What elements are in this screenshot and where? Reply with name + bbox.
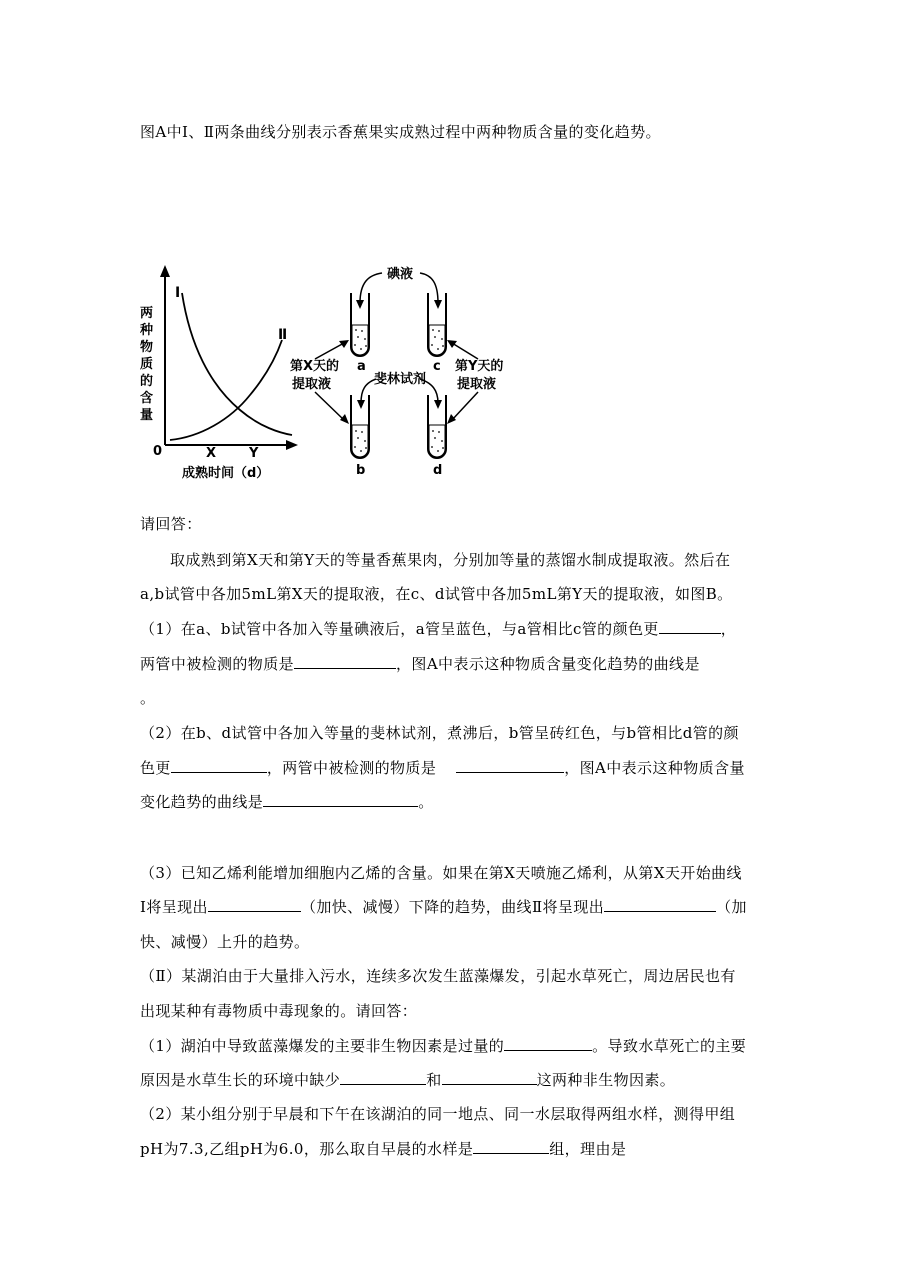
question-2-text: 色更 (140, 759, 171, 777)
answer-blank[interactable] (659, 619, 721, 634)
answer-blank[interactable] (473, 1139, 549, 1154)
question-2-text: ，图A中表示这种物质含量 (564, 759, 745, 777)
y-axis-arrow (160, 265, 170, 277)
curve-1 (182, 293, 292, 435)
part-2-q1-text: 原因是水草生长的环境中缺少 (140, 1071, 341, 1089)
question-3-text: Ⅰ将呈现出 (140, 898, 208, 916)
answer-blank[interactable] (263, 792, 418, 807)
question-2-line-1: （2）在b、d试管中各加入等量的斐林试剂，煮沸后，b管呈砖红色，与b管相比d管的颜 (140, 724, 739, 742)
x-tick-y: Y (249, 446, 259, 461)
origin-label: 0 (153, 444, 163, 459)
question-1-text: ，图A中表示这种物质含量变化趋势的曲线是 (396, 655, 700, 673)
curve-2-label: Ⅱ (278, 327, 288, 343)
figure-a-graph (139, 265, 298, 481)
question-3-text: （加快、减慢）下降的趋势，曲线Ⅱ将呈现出 (300, 898, 605, 916)
answer-blank[interactable] (442, 1070, 537, 1085)
figure-b-diagram (290, 266, 503, 478)
y-axis-label (139, 305, 154, 423)
answer-blank[interactable] (208, 897, 301, 912)
ylabel-char: 含 (140, 391, 154, 406)
question-1-text: 两管中被检测的物质是 (140, 655, 295, 673)
fehling-label: 斐林试剂 (374, 372, 427, 387)
ylabel-char: 质 (140, 357, 154, 372)
answer-blank[interactable] (171, 758, 267, 773)
question-3-line-1: （3）已知乙烯利能增加细胞内乙烯的含量。如果在第X天喷施乙烯利，从第X天开始曲线 (140, 864, 742, 882)
question-3-text: （加 (716, 898, 747, 916)
q-intro: 请回答： (140, 515, 202, 533)
intro-text: 图A中Ⅰ、Ⅱ两条曲线分别表示香蕉果实成熟过程中两种物质含量的变化趋势。 (140, 123, 661, 141)
question-1-line-1 (140, 619, 736, 639)
part-2-line-2: 出现某种有毒物质中毒现象的。请回答： (140, 1002, 418, 1020)
ylabel-char: 种 (140, 323, 154, 338)
part-2-q2-text: 组，理由是 (549, 1140, 627, 1158)
arrow-left-to-b (315, 392, 344, 420)
arrows (315, 273, 478, 420)
answer-blank[interactable] (456, 758, 564, 773)
punctuation: 。 (418, 793, 434, 811)
x-axis-label: 成熟时间（d） (182, 466, 270, 481)
question-1-line-3: 。 (140, 689, 156, 707)
answer-blank[interactable] (604, 897, 716, 912)
x-axis-arrow (286, 440, 298, 450)
curve-2 (170, 340, 282, 440)
part-2-q1-line-2 (140, 1070, 675, 1090)
question-3-line-3: 快、减慢）上升的趋势。 (140, 933, 310, 951)
ylabel-char: 量 (140, 408, 154, 423)
question-1-line-2 (140, 654, 700, 674)
answer-blank[interactable] (340, 1070, 426, 1085)
arrow-right-to-d (452, 392, 478, 420)
figure (130, 255, 530, 495)
left-label-line2: 提取液 (292, 377, 332, 392)
part-2-q1-text: 和 (426, 1071, 442, 1089)
arrow-left-to-a (315, 343, 344, 359)
question-2-text: ，两管中被检测的物质是 (266, 759, 437, 777)
answer-blank[interactable] (294, 654, 396, 669)
tube-d-label: d (433, 463, 443, 478)
curve-1-label: Ⅰ (175, 285, 181, 301)
question-2-text: 变化趋势的曲线是 (140, 793, 264, 811)
tube-b-label: b (356, 463, 366, 478)
paragraph-2: a,b试管中各加5mL第X天的提取液，在c、d试管中各加5mL第Y天的提取液，如图B。 (140, 585, 733, 603)
right-label-line1: 第Y天的 (455, 359, 504, 374)
iodine-label: 碘液 (387, 267, 414, 282)
question-3-line-2 (140, 897, 747, 917)
part-2-line-1: （Ⅱ）某湖泊由于大量排入污水，连续多次发生蓝藻爆发，引起水草死亡，周边居民也有 (140, 967, 736, 985)
part-2-q2-line-1: （2）某小组分别于早晨和下午在该湖泊的同一地点、同一水层取得两组水样，测得甲组 (140, 1105, 736, 1123)
part-2-q1-line-1 (140, 1036, 746, 1056)
right-label-line2: 提取液 (457, 377, 497, 392)
tube-c-label: c (433, 359, 441, 374)
arrow-iodine-to-a (360, 273, 382, 303)
paragraph-1: 取成熟到第X天和第Y天的等量香蕉果肉，分别加等量的蒸馏水制成提取液。然后在 (170, 551, 731, 569)
ylabel-char: 两 (140, 306, 154, 321)
tube-a-label: a (357, 359, 366, 374)
part-2-q1-text: （1）湖泊中导致蓝藻爆发的主要非生物因素是过量的 (140, 1037, 505, 1055)
punctuation: ， (720, 620, 737, 638)
part-2-q1-text: 这两种非生物因素。 (536, 1071, 676, 1089)
arrow-right-to-c (452, 343, 478, 359)
part-2-q1-text: 。导致水草死亡的主要 (592, 1037, 747, 1055)
ylabel-char: 物 (140, 340, 154, 355)
ylabel-char: 的 (140, 374, 154, 389)
part-2-q2-text: pH为7.3,乙组pH为6.0，那么取自早晨的水样是 (140, 1140, 474, 1158)
x-tick-x: X (206, 446, 217, 461)
question-2-line-2 (140, 758, 745, 778)
question-1-text: （1）在a、b试管中各加入等量碘液后，a管呈蓝色，与a管相比c管的颜色更 (140, 620, 659, 638)
question-2-line-3 (140, 792, 434, 812)
part-2-q2-line-2 (140, 1139, 626, 1159)
answer-blank[interactable] (504, 1036, 592, 1051)
left-label-line1: 第X天的 (290, 359, 340, 374)
